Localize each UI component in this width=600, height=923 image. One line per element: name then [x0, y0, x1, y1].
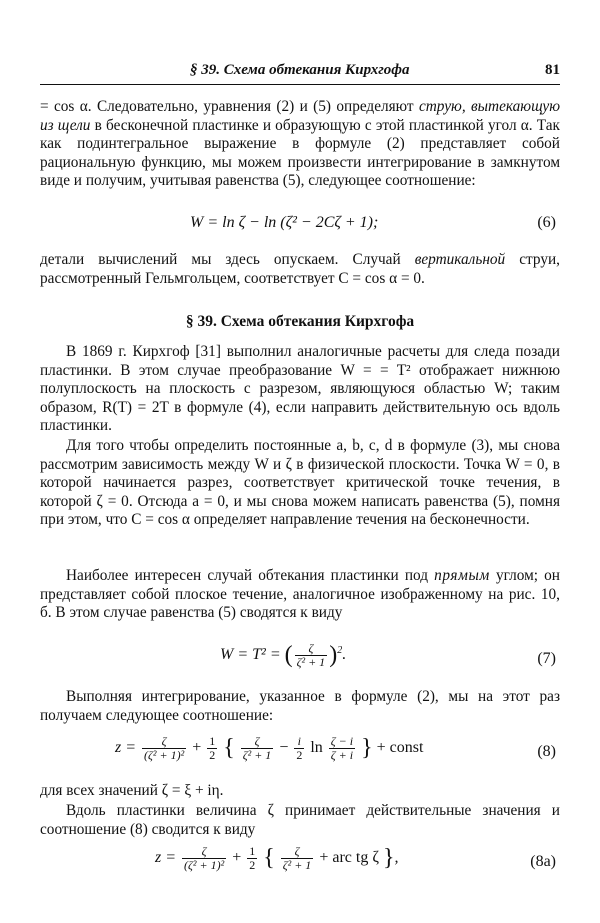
fraction-half	[207, 735, 217, 762]
paren-close: )	[329, 642, 338, 668]
brace-close: }	[382, 845, 395, 871]
equation-8a-number: (8a)	[530, 853, 556, 870]
fraction-denominator: 2	[296, 748, 303, 762]
minus-sign: −	[279, 739, 289, 757]
fraction-denominator: (ζ² + 1)²	[184, 858, 225, 872]
fraction-denominator: 2	[249, 858, 256, 872]
paragraph-2	[40, 251, 560, 288]
fraction-numerator: 1	[209, 734, 216, 748]
arctan-term: + arc tg ζ	[319, 849, 379, 867]
fraction	[294, 735, 304, 762]
plus-sign: +	[232, 849, 242, 867]
fraction	[241, 735, 274, 762]
fraction	[281, 845, 314, 872]
brace-close: }	[361, 735, 373, 761]
equation-7-formula	[220, 642, 346, 669]
paragraph-7: для всех значений ζ = ξ + iη.	[40, 782, 224, 799]
page-number: 81	[545, 62, 560, 78]
running-title: § 39. Схема обтекания Кирхгофа	[190, 62, 410, 78]
fraction-numerator: ζ	[295, 642, 328, 656]
equation-8a	[40, 843, 560, 883]
fraction	[142, 735, 186, 762]
paragraph-5-emphasis: прямым	[434, 567, 490, 584]
running-header	[40, 62, 560, 85]
equation-7-lhs: W = T² =	[220, 646, 285, 664]
ln-function: ln	[310, 739, 323, 757]
fraction-numerator: ζ	[182, 845, 226, 859]
equation-6	[40, 214, 560, 244]
paragraph-1-emphasis: струю, вытекающую из щели	[40, 98, 560, 134]
equation-7-number: (7)	[537, 650, 556, 667]
fraction-denominator: ζ² + 1	[242, 748, 272, 762]
fraction	[295, 642, 328, 669]
equation-8a-comma: ,	[394, 849, 399, 867]
paragraph-8: Вдоль пластинки величина ζ принимает действительные значения и соотношение (8) сводится к виду	[40, 802, 560, 838]
equation-7	[40, 640, 560, 680]
fraction-numerator: ζ	[241, 735, 274, 749]
z-symbol: z =	[155, 849, 177, 867]
paragraph-4: Для того чтобы определить постоянные a, b, c, d в формуле (3), мы снова рассмотрим зависимость между W и ζ в физической плоскости. Точка W = 0, в которой начинается разрез, соответствует критической точке течения, в которой ζ = 0. Отсюда a = 0, и мы снова можем написать равенства (5), помня при этом, что C = cos α определяет направление течения на бесконечности.	[40, 437, 560, 529]
paragraph-5-text-b: углом; он представляет собой плоское течение, аналогичное изображенному на рис. 10, б. В этом случае равенства (5) сводятся к виду	[40, 567, 560, 622]
paragraph-5	[40, 567, 560, 623]
paragraph-6: Выполняя интегрирование, указанное в формуле (2), мы на этот раз получаем следующее соотношение:	[40, 688, 560, 724]
paragraph-2-text-b: струи, рассмотренный Гельмгольцем, соответствует C = cos α = 0.	[40, 251, 561, 287]
equation-8a-formula	[155, 845, 398, 872]
equation-7-period: .	[342, 646, 347, 664]
paragraph-2-emphasis: вертикальной	[414, 251, 506, 268]
fraction-numerator: ζ − i	[330, 734, 354, 748]
brace-open: {	[223, 735, 235, 761]
paragraph-1-text-b: в бесконечной пластинке и образующую с этой пластинкой угол α. Так как подинтегральное выражение в формуле (2) представляет собой рациональную функцию, мы можем произвести интегрирование в замкнутом виде и получим, учитывая равенства (5), следующее соотношение:	[40, 116, 560, 190]
paragraph-2-text-a: детали вычислений мы здесь опускаем. Случай	[40, 251, 415, 268]
paragraph-1	[40, 98, 560, 191]
equation-8-number: (8)	[537, 743, 556, 760]
constant-term: + const	[376, 739, 424, 757]
paren-open: (	[284, 642, 293, 668]
fraction-denominator: ζ + i	[330, 748, 354, 762]
brace-open: {	[263, 845, 275, 871]
paragraph-1-text-a: = cos α. Следовательно, уравнения (2) и (5) определяют	[40, 98, 419, 115]
fraction-numerator: ζ	[142, 735, 186, 749]
fraction	[329, 735, 355, 762]
equation-8-formula	[115, 735, 423, 762]
fraction-half	[247, 845, 257, 872]
equation-6-number: (6)	[537, 214, 556, 231]
plus-sign: +	[192, 739, 202, 757]
fraction	[182, 845, 226, 872]
fraction-denominator: ζ² + 1	[296, 655, 326, 669]
fraction-numerator: ζ	[281, 845, 314, 859]
paragraph-5-text-a: Наиболее интересен случай обтекания пластинки под	[66, 567, 435, 584]
paragraph-3: В 1869 г. Кирхгоф [31] выполнил аналогичные расчеты для следа позади пластинки. В этом случае преобразование W = = T² отображает нижнюю полуплоскость на плоскость с разрезом, являющуюся областью W; таким образом, R(T) = 2T в формуле (4), если направить действительную ось вдоль пластинки.	[40, 343, 560, 435]
section-heading: § 39. Схема обтекания Кирхгофа	[185, 313, 415, 330]
exponent: 2	[337, 644, 343, 656]
equation-6-formula: W = ln ζ − ln (ζ² − 2Cζ + 1);	[190, 214, 379, 231]
equation-8	[40, 733, 560, 773]
z-symbol: z =	[115, 739, 137, 757]
fraction-numerator: 1	[249, 844, 256, 858]
fraction-denominator: (ζ² + 1)²	[144, 748, 185, 762]
fraction-numerator: i	[294, 735, 304, 749]
fraction-denominator: 2	[209, 748, 216, 762]
fraction-denominator: ζ² + 1	[282, 858, 312, 872]
